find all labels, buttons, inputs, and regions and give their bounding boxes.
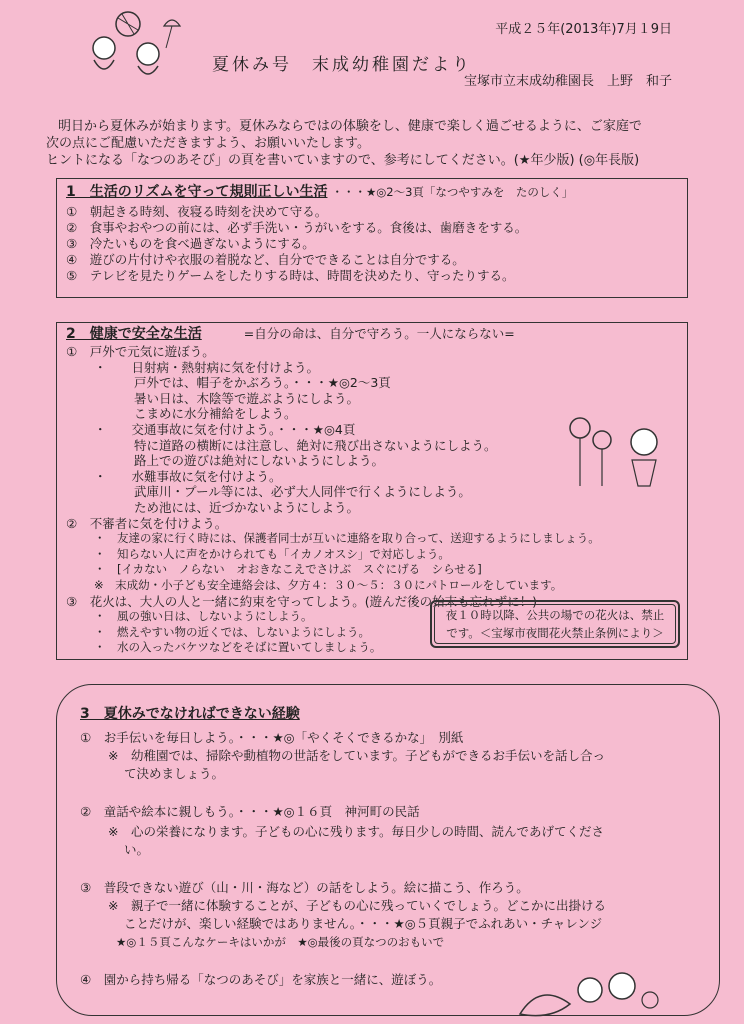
section-3-line: ① お手伝いを毎日しよう。・・・★◎「やくそくできるかな」 別紙	[80, 730, 464, 745]
list-item: ・ 風の強い日は、しないようにしよう。	[94, 609, 313, 624]
sunflower-child-illustration	[560, 410, 672, 490]
list-item: ・ 水難事故に気を付けよう。	[94, 468, 282, 484]
section-3-line: ④ 園から持ち帰る「なつのあそび」を家族と一緒に、遊ぼう。	[80, 972, 442, 987]
section-3-line: ★◎１５頁こんなケーキはいかが ★◎最後の頁なつのおもいで	[116, 935, 445, 949]
list-item: 戸外では、帽子をかぶろう。・・・★◎2～3頁	[134, 375, 391, 391]
section-1-heading-row	[66, 184, 573, 200]
section-3-line: ※ 親子で一緒に体験することが、子どもの心に残っていくでしょう。どこかに出掛ける	[108, 898, 606, 913]
section-3-line: ③ 普段できない遊び（山・川・海など）の話をしよう。絵に描こう、作ろう。	[80, 880, 529, 895]
list-item: 路上での遊びは絶対にしないようにしよう。	[134, 453, 385, 469]
list-item: ④ 遊びの片付けや衣服の着脱など、自分でできることは自分でする。	[66, 252, 465, 267]
newsletter-title: 夏休み号 末成幼稚園だより	[212, 55, 472, 75]
list-item: ③ 花火は、大人の人と一緒に約束を守ってしよう。(遊んだ後の始末も忘れずに！)	[66, 593, 537, 609]
list-item: ② 不審者に気を付けよう。	[66, 515, 228, 531]
note-line: です。＜宝塚市夜間花火禁止条例により＞	[446, 626, 664, 640]
intro-paragraph	[46, 118, 642, 169]
sea-creatures-illustration	[510, 964, 670, 1022]
author-line: 宝塚市立末成幼稚園長 上野 和子	[463, 74, 672, 89]
section-3-line: ※ 心の栄養になります。子どもの心に残ります。毎日少しの時間、読んであげてくださ	[108, 824, 604, 839]
intro-line: ヒントになる「なつのあそび」の頁を書いていますので、参考にしてください。(★年少版) (◎年長版)	[46, 153, 640, 168]
list-item: ・ 日射病・熱射病に気を付けよう。	[94, 359, 320, 375]
list-item: 暑い日は、木陰等で遊ぶようにしよう。	[134, 390, 360, 406]
section-3-line: ※ 幼稚園では、掃除や動植物の世話をしています。子どもができるお手伝いを話し合っ	[108, 748, 605, 763]
section-3-line: い。	[124, 842, 150, 857]
section-1-list	[66, 204, 527, 284]
list-item: ⑤ テレビを見たりゲームをしたりする時は、時間を決めたり、守ったりする。	[66, 268, 515, 283]
list-item: ① 戸外で元気に遊ぼう。	[66, 344, 215, 359]
note-line: 夜１０時以降、公共の場での花火は、禁止	[445, 608, 665, 622]
children-beach-illustration	[76, 8, 186, 88]
section-2-heading-row	[66, 326, 515, 342]
list-item: ・ [イカない ノらない オおきなこえでさけぶ スぐにげる シらせる]	[94, 562, 482, 577]
list-item: こまめに水分補給をしよう。	[134, 406, 297, 422]
list-item: ③ 冷たいものを食べ過ぎないようにする。	[66, 236, 315, 251]
list-item: ため池には、近づかないようにしよう。	[134, 499, 360, 515]
section-1-reference: ・・・★◎2～3頁「なつやすみを たのしく」	[331, 185, 574, 199]
section-3-heading-row	[80, 706, 300, 722]
section-3-line: ② 童話や絵本に親しもう。・・・★◎１６頁 神河町の民話	[80, 804, 420, 819]
list-item: ・ 燃えやすい物の近くでは、しないようにしよう。	[94, 624, 370, 639]
issue-date: 平成２５年(2013年)7月１9日	[495, 22, 672, 37]
list-item: ・ 知らない人に声をかけられても「イカノオスシ」で対応しよう。	[94, 546, 450, 561]
section-1-heading: 1 生活のリズムを守って規則正しい生活	[66, 184, 328, 200]
section-2-heading: 2 健康で安全な生活	[66, 326, 202, 342]
list-item: ・ 交通事故に気を付けよう。・・・★◎4頁	[94, 421, 356, 437]
intro-line: 明日から夏休みが始まります。夏休みならではの体験をし、健康で楽しく過ごせるように、ご家庭で	[58, 119, 642, 134]
list-item: ※ 末成幼・小子ども安全連絡会は、夕方４：３０～５：３０にパトロールをしています。	[94, 577, 563, 592]
list-item: ・ 水の入ったバケツなどをそばに置いてしましょう。	[94, 640, 382, 655]
list-item: ② 食事やおやつの前には、必ず手洗い・うがいをする。食後は、歯磨きをする。	[66, 220, 528, 235]
fireworks-ban-note	[430, 600, 680, 648]
intro-line: 次の点にご配慮いただきますよう、お願いいたします。	[46, 136, 370, 151]
section-3-heading: 3 夏休みでなければできない経験	[80, 706, 300, 722]
list-item: 武庫川・プール等には、必ず大人同伴で行くようにしよう。	[134, 484, 471, 500]
section-2-motto: =自分の命は、自分で守ろう。一人にならない=	[243, 326, 515, 341]
list-item: 特に道路の横断には注意し、絶対に飛び出さないようにしよう。	[134, 437, 497, 453]
section-3-line: ことだけが、楽しい経験ではありません。・・・★◎５頁親子でふれあい・チャレンジ	[124, 916, 603, 931]
list-item: ① 朝起きる時刻、夜寝る時刻を決めて守る。	[66, 204, 328, 219]
section-3-line: て決めましょう。	[124, 766, 225, 781]
list-item: ・ 友達の家に行く時には、保護者同士が互いに連絡を取り合って、送迎するようにしましょう。	[94, 531, 600, 546]
